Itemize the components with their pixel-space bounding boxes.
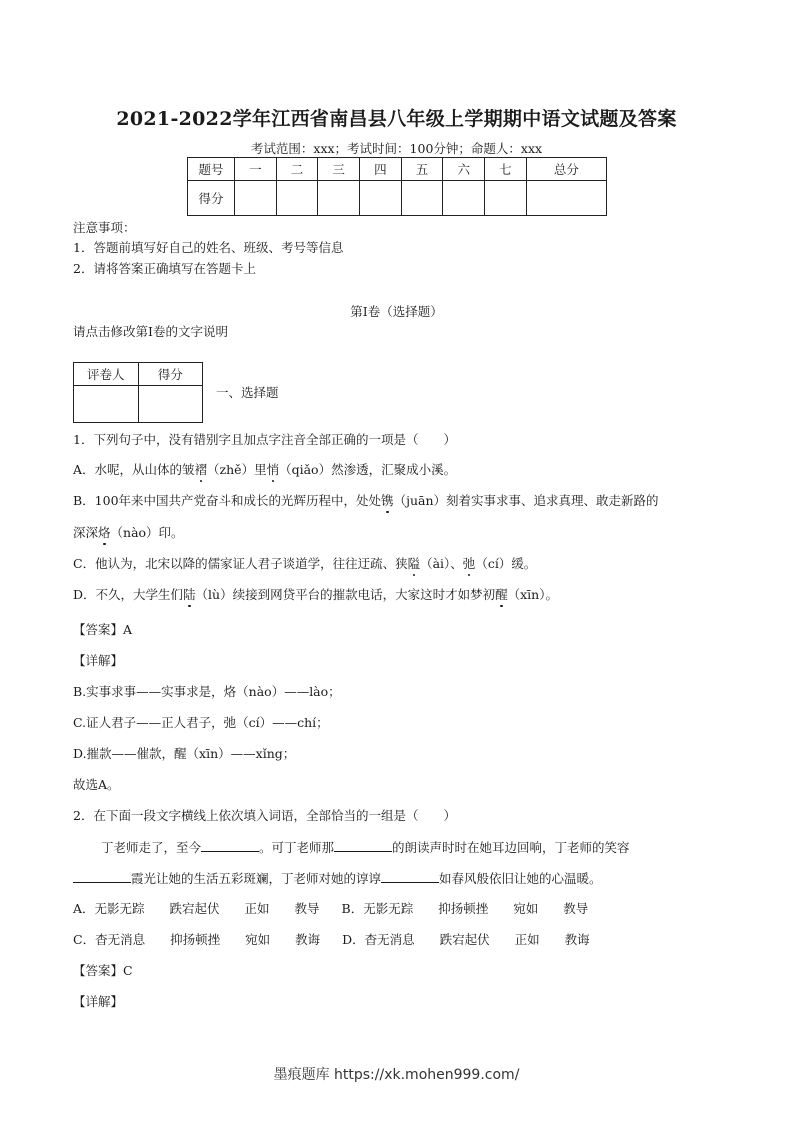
dotted-char: 烙 bbox=[98, 525, 111, 540]
text: （zhě）里 bbox=[207, 462, 267, 477]
score-header-cell: 五 bbox=[401, 158, 443, 181]
question-2-option-c: C．杳无消息 抑扬顿挫 宛如 教诲 bbox=[73, 932, 321, 947]
question-1-detail: 故选A。 bbox=[73, 777, 120, 792]
exam-info: 考试范围：xxx；考试时间：100分钟；命题人：xxx bbox=[250, 141, 543, 156]
question-2-option-a: A．无影无踪 跌宕起伏 正如 教导 bbox=[73, 901, 320, 916]
section-title: 一、选择题 bbox=[216, 385, 279, 400]
score-header-cell: 题号 bbox=[188, 158, 235, 181]
score-cell bbox=[443, 181, 485, 216]
question-2-passage bbox=[101, 839, 630, 856]
question-2-stem: 2．在下面一段文字横线上依次填入词语，全部恰当的一组是（ ） bbox=[73, 808, 456, 823]
answer-blank bbox=[201, 839, 259, 852]
question-1-detail: B.实事求事——实事求是，烙（nào）——lào； bbox=[73, 684, 341, 699]
question-2-option-b: B．无影无踪 抑扬顿挫 宛如 教导 bbox=[341, 901, 589, 916]
question-1-option-b-cont bbox=[73, 525, 184, 541]
text: 的朗读声时时在她耳边回响，丁老师的笑容 bbox=[392, 840, 630, 855]
text: D．不久，大学生们 bbox=[73, 587, 184, 602]
text: （xīn）。 bbox=[507, 587, 558, 602]
question-1-detail: D.摧款——催款，醒（xīn）——xǐng； bbox=[73, 746, 296, 761]
text: 。可丁老师那 bbox=[259, 840, 335, 855]
volume-title: 第I卷（选择题） bbox=[350, 304, 443, 319]
dotted-char: 醒 bbox=[495, 587, 508, 602]
question-1-option-c bbox=[73, 556, 536, 572]
notice-heading: 注意事项： bbox=[73, 220, 136, 235]
score-cell bbox=[235, 181, 277, 216]
volume-description: 请点击修改第I卷的文字说明 bbox=[73, 324, 228, 339]
score-header-cell: 三 bbox=[318, 158, 360, 181]
question-1-answer: 【答案】A bbox=[73, 622, 133, 637]
question-1-stem: 1．下列句子中，没有错别字且加点字注音全部正确的一项是（ ） bbox=[73, 432, 456, 447]
text: 深深 bbox=[73, 525, 99, 540]
score-cell bbox=[401, 181, 443, 216]
score-header-cell: 六 bbox=[443, 158, 485, 181]
score-cell bbox=[360, 181, 402, 216]
text: 如春风般依旧让她的心温暖。 bbox=[439, 871, 602, 886]
answer-blank bbox=[381, 870, 439, 883]
score-header-cell: 七 bbox=[485, 158, 527, 181]
score-header-cell: 总分 bbox=[526, 158, 606, 181]
text: A．水呢，从山体的皱 bbox=[73, 462, 195, 477]
text: （ài）、 bbox=[420, 556, 463, 571]
question-1-option-b bbox=[73, 493, 659, 509]
question-2-answer: 【答案】C bbox=[73, 963, 133, 978]
text: C．他认为，北宋以降的儒家证人君子谈道学，往往迂疏、狭 bbox=[73, 556, 408, 571]
score-cell bbox=[526, 181, 606, 216]
page-title: 2021-2022学年江西省南昌县八年级上学期期中语文试题及答案 bbox=[116, 108, 677, 130]
score-cell bbox=[318, 181, 360, 216]
score-header-cell: 四 bbox=[360, 158, 402, 181]
grader-cell bbox=[138, 386, 203, 423]
question-1-detail: C.证人君子——正人君子，弛（cí）——chí； bbox=[73, 715, 329, 730]
answer-blank bbox=[334, 839, 392, 852]
score-cell bbox=[485, 181, 527, 216]
text: （juān）刻着实事求事、追求真理、敢走新路的 bbox=[393, 493, 659, 508]
footer-watermark: 墨痕题库 https://xk.mohen999.com/ bbox=[273, 1067, 520, 1083]
question-2-options-row bbox=[73, 901, 588, 917]
text: 霞光让她的生活五彩斑斓，丁老师对她的谆谆 bbox=[131, 871, 382, 886]
text: （lù）续接到网贷平台的摧款电话，大家这时才如梦初 bbox=[195, 587, 496, 602]
score-header-cell: 二 bbox=[276, 158, 318, 181]
grader-header-cell: 评卷人 bbox=[74, 363, 139, 386]
question-2-option-d: D．杳无消息 跌宕起伏 正如 教诲 bbox=[342, 932, 590, 947]
dotted-char: 陆 bbox=[183, 587, 196, 602]
dotted-char: 弛 bbox=[462, 556, 476, 571]
notice-item: 2．请将答案正确填写在答题卡上 bbox=[73, 261, 256, 276]
question-1-option-d bbox=[73, 587, 558, 603]
grader-cell bbox=[74, 386, 139, 423]
grader-header-cell: 得分 bbox=[138, 363, 203, 386]
score-cell bbox=[276, 181, 318, 216]
score-header-cell: 一 bbox=[235, 158, 277, 181]
question-2-detail-label: 【详解】 bbox=[73, 994, 124, 1009]
text: （qiǎo）然渗透，汇聚成小溪。 bbox=[279, 462, 457, 477]
score-table bbox=[187, 157, 607, 216]
text: 丁老师走了，至今 bbox=[101, 840, 202, 855]
grader-table bbox=[73, 362, 203, 423]
dotted-char: 隘 bbox=[407, 556, 421, 571]
question-1-option-a bbox=[73, 462, 456, 478]
question-2-passage-cont bbox=[73, 870, 602, 887]
answer-blank bbox=[73, 870, 131, 883]
text: （nào）印。 bbox=[110, 525, 184, 540]
score-row-label: 得分 bbox=[188, 181, 235, 216]
text: B．100年来中国共产党奋斗和成长的光辉历程中，处处 bbox=[73, 493, 382, 508]
text: （cí）缓。 bbox=[475, 556, 537, 571]
question-1-detail-label: 【详解】 bbox=[73, 653, 124, 668]
question-2-options-row bbox=[73, 932, 590, 948]
dotted-char: 悄 bbox=[266, 462, 280, 477]
notice-item: 1．答题前填写好自己的姓名、班级、考号等信息 bbox=[73, 240, 344, 255]
dotted-char: 褶 bbox=[194, 462, 208, 477]
dotted-char: 镌 bbox=[381, 493, 394, 508]
